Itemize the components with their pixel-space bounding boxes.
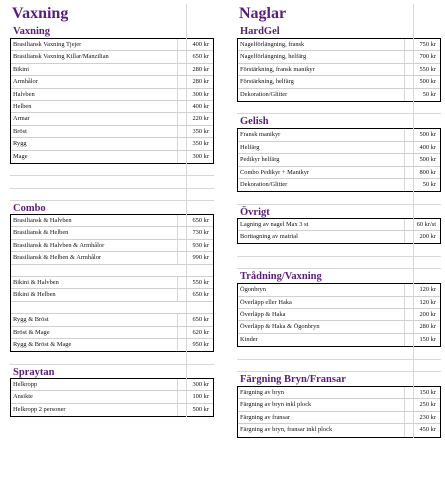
price-row — [11, 64, 213, 76]
price-row — [11, 89, 213, 101]
service-name: Färgning av bryn inkl plock — [240, 401, 312, 409]
service-name: Förstärkning, fransk manikyr — [240, 65, 315, 73]
price-row — [238, 387, 440, 399]
service-price: 650 kr — [192, 217, 209, 225]
service-price: 200 kr — [419, 311, 436, 319]
price-row — [238, 89, 440, 101]
price-row — [238, 412, 440, 424]
service-price: 220 kr — [192, 115, 209, 123]
service-price: 750 kr — [419, 41, 436, 48]
fargning-title: Färgning Bryn/Fransar — [240, 373, 346, 385]
price-row — [238, 64, 440, 76]
price-row — [11, 240, 213, 252]
tradning-table — [237, 283, 441, 347]
service-price: 120 kr — [419, 298, 436, 306]
service-price: 650 kr — [192, 53, 209, 61]
service-name: Brasiliansk Vaxning Killar/Manzilian — [13, 53, 109, 61]
price-row — [238, 76, 440, 88]
service-name: Bikini — [13, 65, 29, 73]
price-row — [11, 289, 213, 301]
price-row — [11, 314, 213, 326]
service-price: 300 kr — [192, 152, 209, 160]
service-name: Färgning av bryn, fransar inkl plock — [240, 426, 333, 434]
hardgel-table — [237, 38, 441, 102]
service-price: 100 kr — [192, 393, 209, 401]
price-row — [238, 284, 440, 296]
gelish-table — [237, 128, 441, 192]
service-name: Ögonbryn — [240, 286, 266, 294]
vaxning-subtitle-row — [10, 24, 214, 38]
price-row — [11, 101, 213, 113]
service-name: Brasiliansk & Helben & Armhålor — [13, 254, 102, 262]
vaxning-table — [10, 38, 214, 164]
price-row — [238, 179, 440, 191]
tradning-title: Trådning/Vaxning — [240, 271, 322, 283]
price-row — [11, 76, 213, 88]
service-name: Rygg — [13, 140, 27, 148]
service-name: Rygg & Bröst — [13, 316, 49, 324]
service-price: 150 kr — [419, 388, 436, 396]
price-row — [238, 167, 440, 179]
service-price: 450 kr — [419, 426, 436, 434]
service-price: 50 kr — [422, 180, 436, 188]
price-row — [11, 227, 213, 239]
service-price: 280 kr — [419, 323, 436, 331]
service-name: Helkropp — [13, 380, 38, 388]
price-row — [238, 424, 440, 436]
service-name: Fransk manikyr — [240, 131, 281, 139]
spraytan-title-row — [10, 365, 214, 378]
service-name: Combo Pedikyr + Manikyr — [240, 168, 310, 176]
service-name: Pedikyr helfärg — [240, 156, 280, 164]
price-row — [11, 277, 213, 289]
price-row — [238, 142, 440, 154]
service-price: 620 kr — [192, 328, 209, 336]
service-name: Bröst & Mage — [13, 328, 50, 336]
price-row — [11, 327, 213, 339]
ovrigt-title-row — [237, 205, 441, 218]
service-price: 800 kr — [419, 168, 436, 176]
service-name: Dekoration/Glitter — [240, 90, 288, 98]
naglar-title: Naglar — [239, 5, 287, 22]
price-row — [11, 39, 213, 51]
service-price: 60 kr/st — [416, 220, 436, 228]
service-name: Rygg & Bröst & Mage — [13, 340, 72, 348]
service-price: 500 kr — [192, 405, 209, 413]
price-row — [11, 215, 213, 227]
vaxning-title: Vaxning — [12, 5, 69, 22]
hardgel-title: HardGel — [240, 26, 280, 37]
service-name: Nagelförlängning, fransk — [240, 41, 305, 48]
price-row — [238, 231, 440, 243]
service-price: 350 kr — [192, 127, 209, 135]
service-price: 150 kr — [419, 335, 436, 343]
fargning-title-row — [237, 372, 441, 386]
service-name: Överläpp eller Haka — [240, 298, 292, 306]
spraytan-table — [10, 378, 214, 417]
price-row — [238, 154, 440, 166]
service-price: 50 kr — [422, 90, 436, 98]
service-name: Brasiliansk & Halvben & Armhålor — [13, 241, 105, 249]
service-name: Brasiliansk & Helben — [13, 229, 69, 237]
price-row — [238, 129, 440, 141]
service-name: Lagning av nagel Max 3 st — [240, 220, 309, 228]
service-name: Helkropp 2 personer — [13, 405, 66, 413]
price-row — [11, 404, 213, 416]
price-row — [238, 297, 440, 309]
price-row — [11, 138, 213, 150]
service-price: 300 kr — [192, 90, 209, 98]
combo-title-row — [10, 201, 214, 214]
fargning-table — [237, 386, 441, 438]
price-row — [238, 309, 440, 321]
gelish-title-row — [237, 114, 441, 128]
service-name: Färgning av fransar — [240, 413, 290, 421]
ovrigt-table — [237, 218, 441, 245]
spraytan-title: Spraytan — [13, 366, 55, 378]
service-price: 650 kr — [192, 291, 209, 299]
price-row — [238, 219, 440, 231]
price-row — [238, 399, 440, 411]
service-name: Armar — [13, 115, 30, 123]
service-name: Brasiliansk & Halvben — [13, 217, 72, 225]
service-name: Bröst — [13, 127, 27, 135]
service-name: Ansikte — [13, 393, 33, 401]
price-row — [11, 265, 213, 277]
service-name: Överläpp & Haka — [240, 311, 286, 319]
naglar-title-row — [237, 4, 441, 24]
service-name: Mage — [13, 152, 28, 160]
price-row — [238, 39, 440, 51]
service-price: 930 kr — [192, 241, 209, 249]
service-name: Halvben — [13, 90, 35, 98]
price-row — [238, 321, 440, 333]
price-row — [238, 334, 440, 346]
vaxning-title-row — [10, 4, 214, 24]
service-price: 730 kr — [192, 229, 209, 237]
gelish-title: Gelish — [240, 116, 269, 128]
price-row — [11, 113, 213, 125]
service-price: 200 kr — [419, 233, 436, 241]
service-name: Bikini & Helben — [13, 291, 56, 299]
service-price: 300 kr — [192, 380, 209, 388]
service-name: Bikini & Halvben — [13, 279, 59, 287]
service-name: Helfärg — [240, 143, 260, 151]
price-row — [11, 151, 213, 163]
tradning-title-row — [237, 269, 441, 283]
service-price: 280 kr — [192, 65, 209, 73]
service-name: Förstärkning, helfärg — [240, 78, 294, 86]
service-price: 400 kr — [192, 41, 209, 48]
service-price: 700 kr — [419, 53, 436, 61]
price-row — [11, 51, 213, 63]
service-price: 550 kr — [419, 65, 436, 73]
service-name: Kinder — [240, 335, 258, 343]
service-name: Nagelförlängning, helfärg — [240, 53, 307, 61]
service-name: Borttagning av matrial — [240, 233, 298, 241]
price-row — [11, 391, 213, 403]
service-price: 500 kr — [419, 156, 436, 164]
combo-title: Combo — [13, 203, 46, 215]
price-row — [11, 252, 213, 264]
service-price: 990 kr — [192, 254, 209, 262]
service-price: 350 kr — [192, 140, 209, 148]
service-price: 400 kr — [419, 143, 436, 151]
service-price: 400 kr — [192, 102, 209, 110]
price-row — [11, 339, 213, 351]
service-price: 250 kr — [419, 401, 436, 409]
ovrigt-title: Övrigt — [240, 206, 270, 218]
service-name: Brasiliansk Vaxning Tjejer — [13, 41, 82, 48]
hardgel-title-row — [237, 24, 441, 38]
service-name: Helben — [13, 102, 32, 110]
right-price-column — [237, 4, 441, 438]
service-name: Dekoration/Glitter — [240, 180, 288, 188]
service-price: 120 kr — [419, 286, 436, 294]
vaxning-subtitle: Vaxning — [13, 26, 50, 37]
service-name: Armhålor — [13, 78, 38, 86]
service-price: 280 kr — [192, 78, 209, 86]
service-price: 550 kr — [192, 279, 209, 287]
service-price: 500 kr — [419, 131, 436, 139]
service-name: Överläpp & Haka & Ögonbryn — [240, 323, 320, 331]
combo-table — [10, 214, 214, 352]
service-price: 230 kr — [419, 413, 436, 421]
price-row — [11, 379, 213, 391]
service-price: 650 kr — [192, 316, 209, 324]
price-row — [11, 126, 213, 138]
service-price: 500 kr — [419, 78, 436, 86]
service-name: Färgning av bryn — [240, 388, 284, 396]
service-price: 950 kr — [192, 340, 209, 348]
price-row — [238, 51, 440, 63]
left-price-column — [10, 4, 214, 417]
price-row — [11, 302, 213, 314]
